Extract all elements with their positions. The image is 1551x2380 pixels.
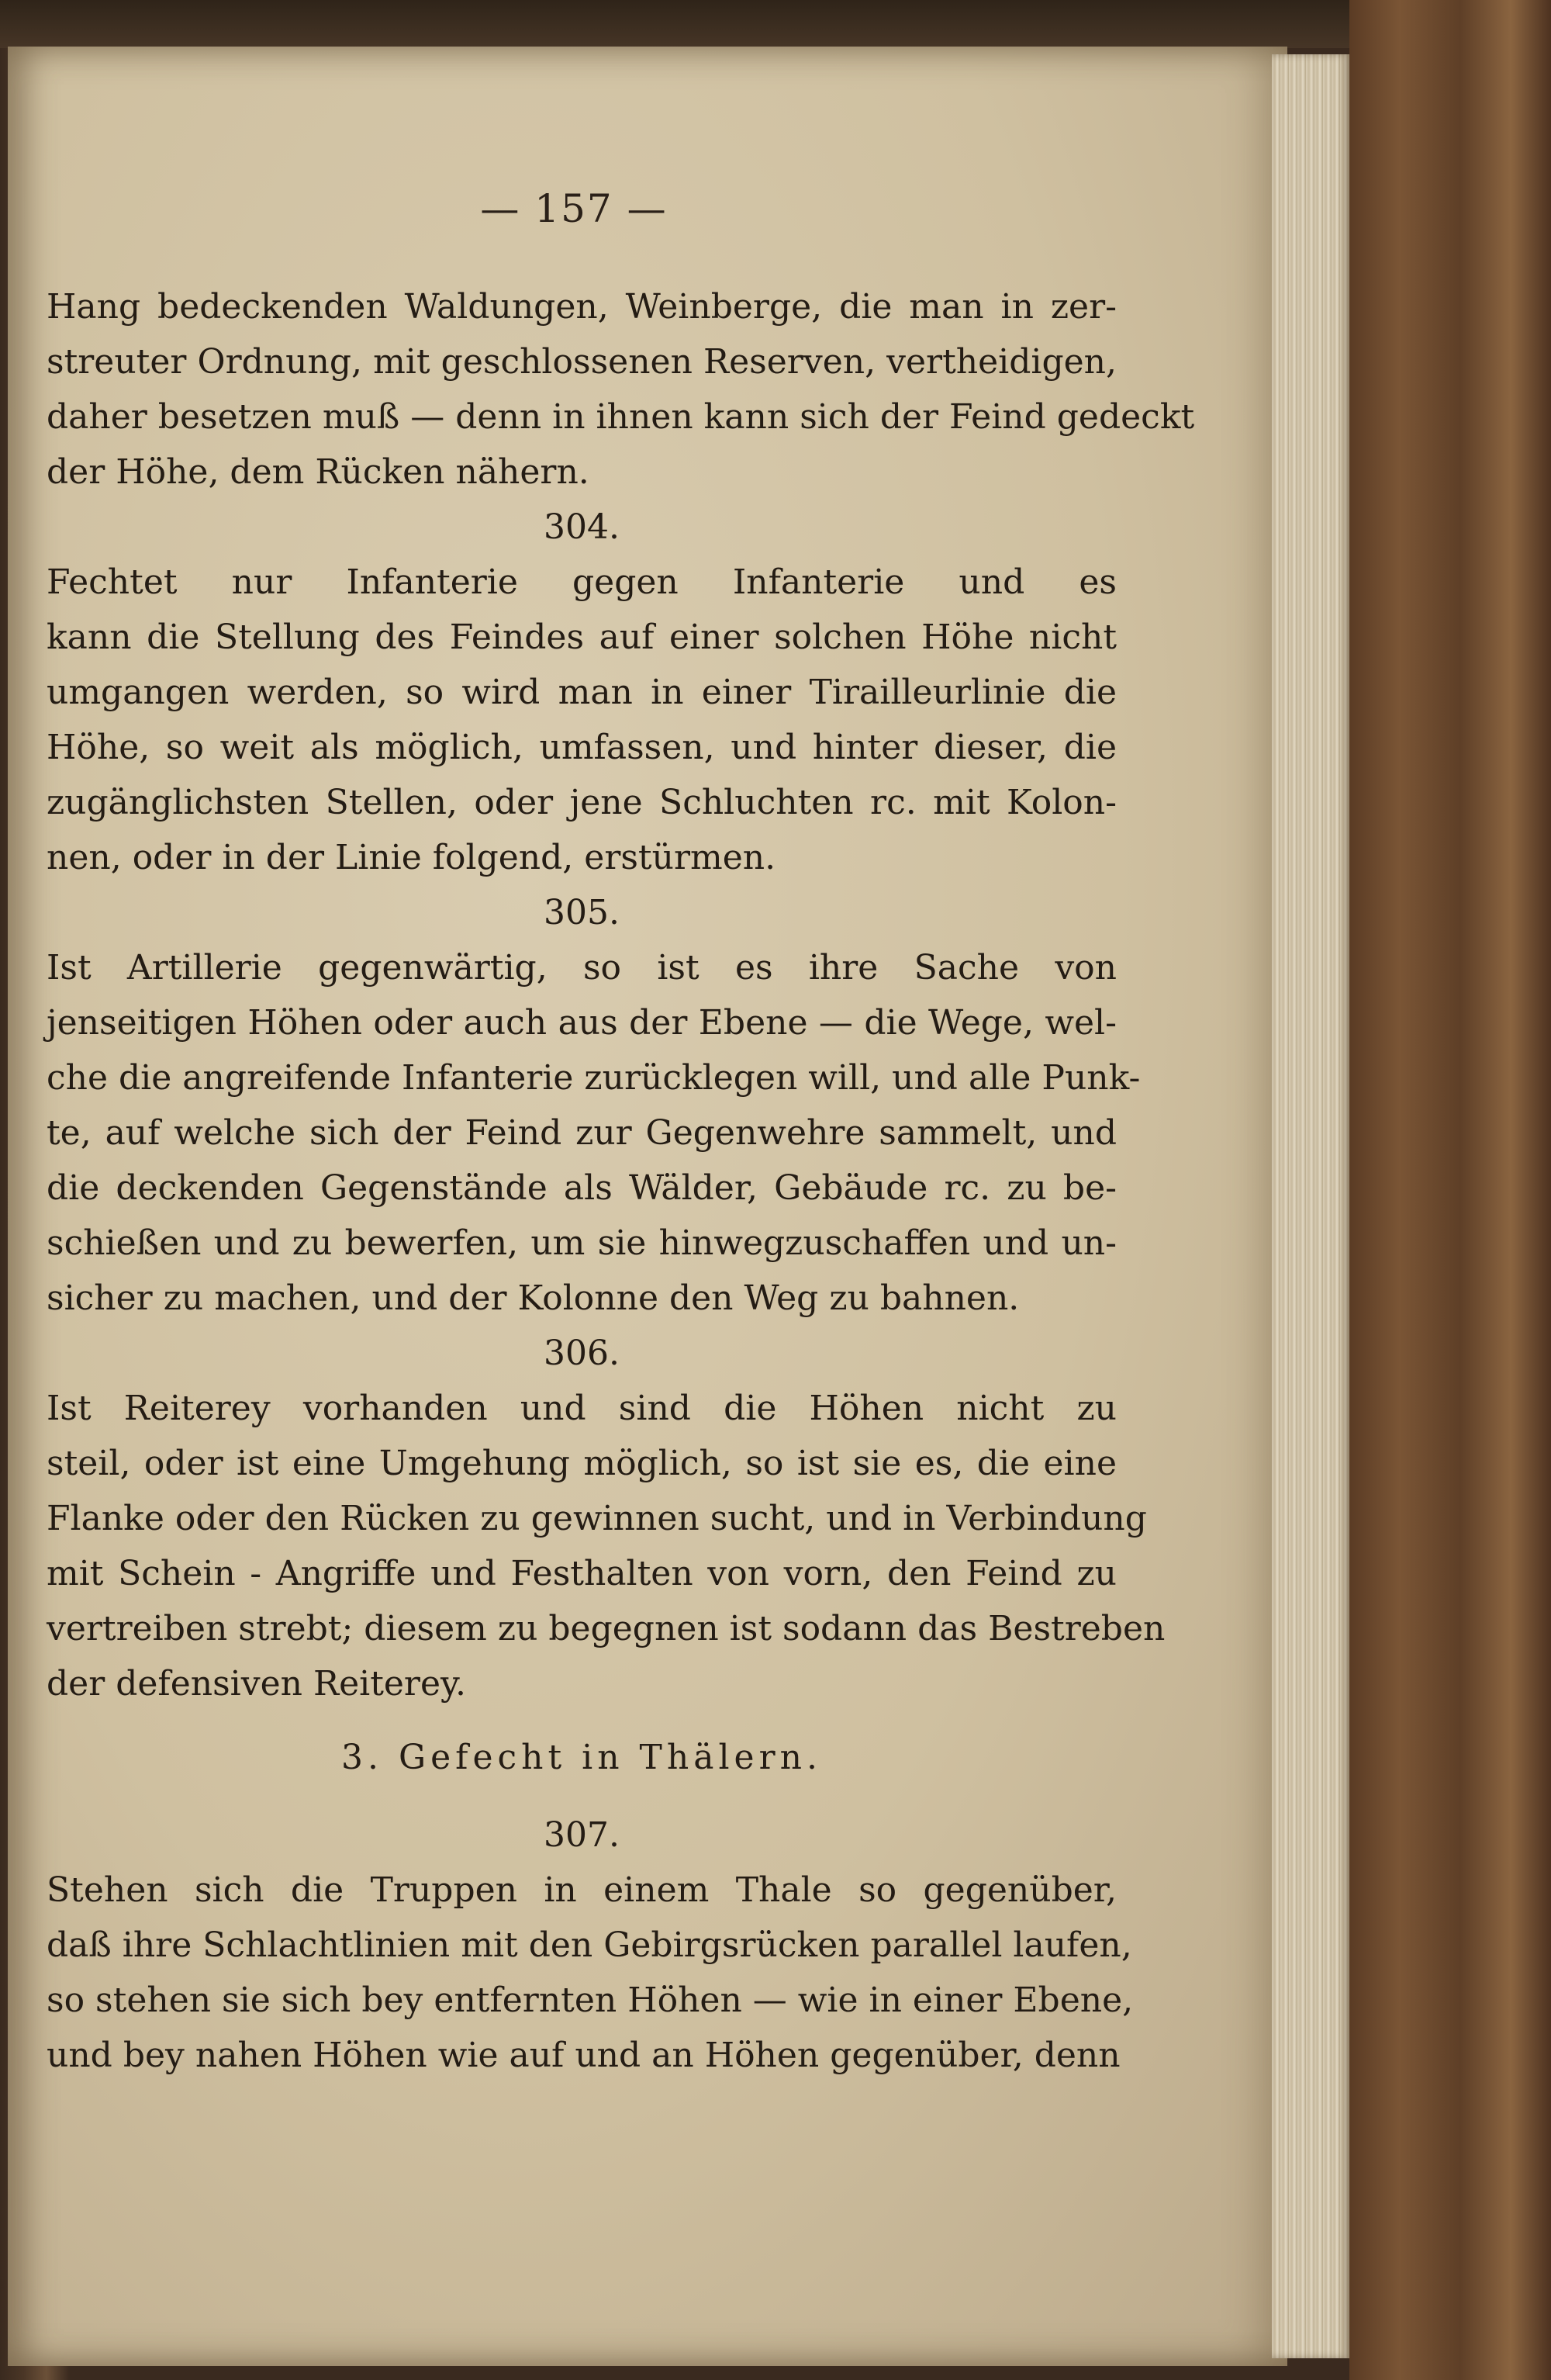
text-line: Höhe, so weit als möglich, umfassen, und hinter dieser, die xyxy=(47,728,1117,767)
text-line: der defensiven Reiterey. xyxy=(47,1664,466,1704)
text-line: Stehen sich die Truppen in einem Thale so gegenüber, xyxy=(47,1870,1117,1910)
text-line: daß ihre Schlachtlinien mit den Gebirgsrücken parallel laufen, xyxy=(47,1925,1132,1965)
text-line: umgangen werden, so wird man in einer Tirailleurlinie die xyxy=(47,673,1117,712)
text-line: der Höhe, dem Rücken nähern. xyxy=(47,452,589,492)
text-line: Flanke oder den Rücken zu gewinnen sucht, und in Verbindung xyxy=(47,1499,1147,1538)
page-number: — 157 — xyxy=(480,186,668,231)
text-line: streuter Ordnung, mit geschlossenen Reserven, vertheidigen, xyxy=(47,342,1117,382)
text-line: so stehen sie sich bey entfernten Höhen — wie in einer Ebene, xyxy=(47,1980,1134,2020)
text-line: Fechtet nur Infanterie gegen Infanterie und es xyxy=(47,562,1117,602)
text-line: die deckenden Gegenstände als Wälder, Gebäude rc. zu be- xyxy=(47,1168,1117,1208)
text-line: nen, oder in der Linie folgend, erstürmen. xyxy=(47,838,776,877)
text-line: che die angreifende Infanterie zurücklegen will, und alle Punk- xyxy=(47,1058,1141,1098)
text-line: zugänglichsten Stellen, oder jene Schluchten rc. mit Kolon- xyxy=(47,783,1117,822)
section-number: 305. xyxy=(544,893,620,932)
book-cover-right xyxy=(1349,0,1551,2380)
section-number: 307. xyxy=(544,1815,620,1855)
section-number: 304. xyxy=(544,507,620,547)
text-line: Ist Reiterey vorhanden und sind die Höhen nicht zu xyxy=(47,1389,1117,1428)
section-number: 306. xyxy=(544,1334,620,1373)
text-line: te, auf welche sich der Feind zur Gegenwehre sammelt, und xyxy=(47,1113,1117,1153)
section-heading: 3. Gefecht in Thälern. xyxy=(341,1738,822,1777)
text-line: sicher zu machen, und der Kolonne den Weg zu bahnen. xyxy=(47,1278,1020,1318)
text-line: und bey nahen Höhen wie auf und an Höhen gegenüber, denn xyxy=(47,2036,1121,2075)
page-edges xyxy=(1272,54,1349,2358)
text-line: mit Schein - Angriffe und Festhalten von vorn, den Feind zu xyxy=(47,1554,1117,1593)
text-line: kann die Stellung des Feindes auf einer solchen Höhe nicht xyxy=(47,617,1117,657)
text-line: Ist Artillerie gegenwärtig, so ist es ihre Sache von xyxy=(47,948,1117,988)
text-line: Hang bedeckenden Waldungen, Weinberge, die man in zer- xyxy=(47,287,1117,327)
text-line: jenseitigen Höhen oder auch aus der Ebene — die Wege, wel- xyxy=(47,1003,1117,1043)
text-line: schießen und zu bewerfen, um sie hinwegzuschaffen und un- xyxy=(47,1223,1117,1263)
text-line: steil, oder ist eine Umgehung möglich, so ist sie es, die eine xyxy=(47,1444,1117,1483)
book-cover-top xyxy=(0,0,1365,48)
text-line: daher besetzen muß — denn in ihnen kann sich der Feind gedeckt xyxy=(47,397,1195,437)
text-line: vertreiben strebt; diesem zu begegnen ist sodann das Bestreben xyxy=(47,1609,1166,1648)
